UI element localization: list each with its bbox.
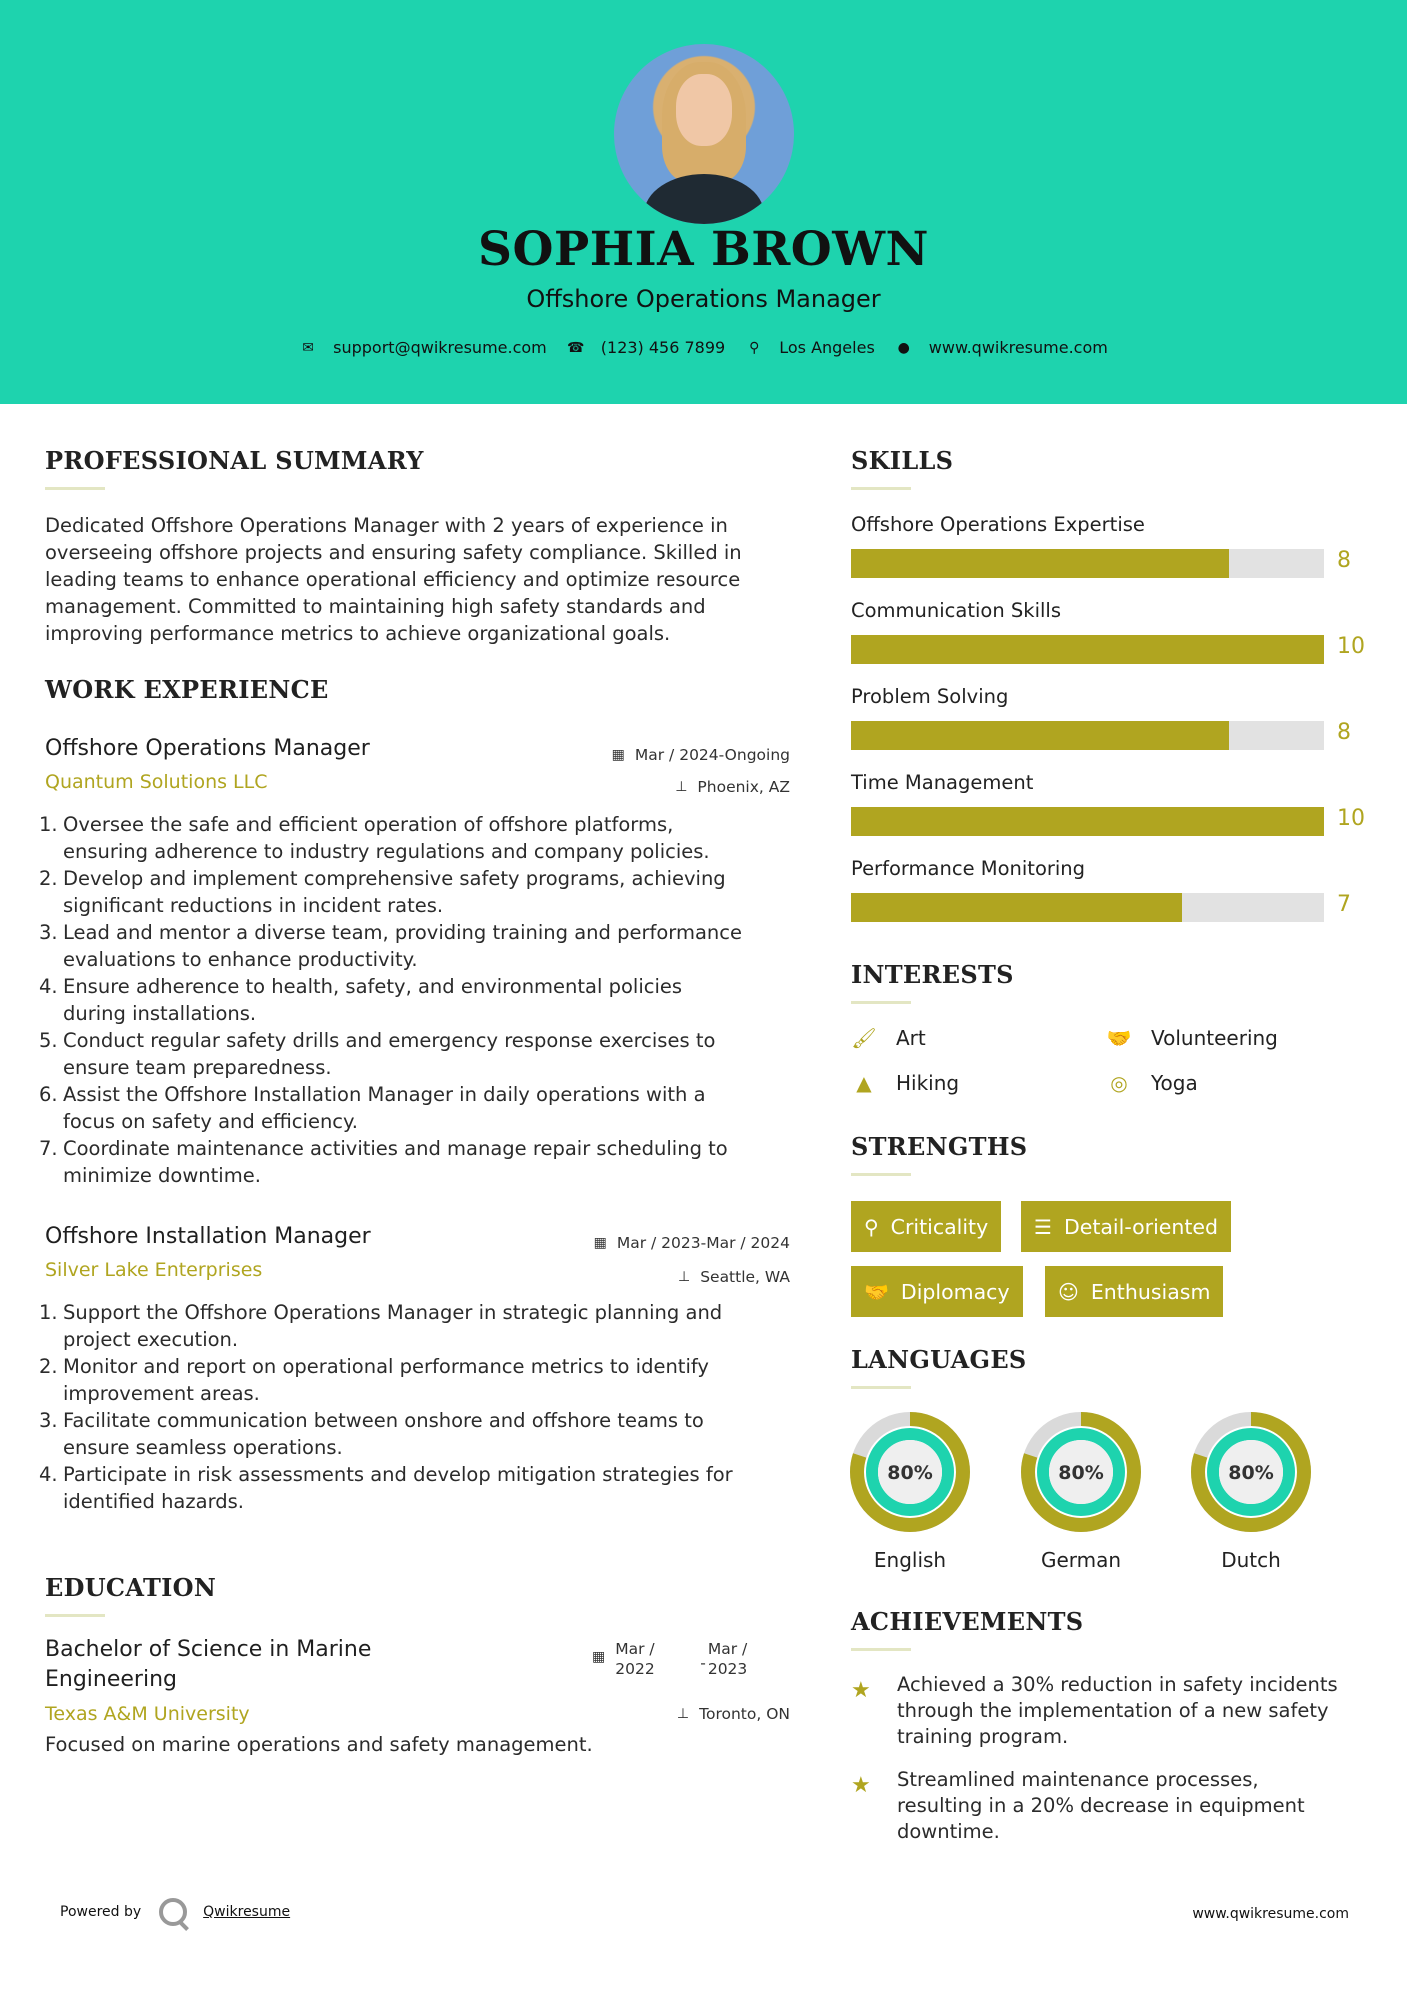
skill-label: Offshore Operations Expertise [851,513,1145,536]
list-icon: ☰ [1034,1214,1052,1239]
website-text: www.qwikresume.com [928,338,1108,357]
job-dates [594,1234,790,1252]
summary-line: improving performance metrics to achieve organizational goals. [45,622,671,645]
pin-icon: ⊥ [675,779,688,795]
skill-label: Time Management [851,771,1034,794]
location-text: Los Angeles [779,338,875,357]
handshake-icon: 🤝 [1106,1026,1132,1050]
education-rule [45,1614,105,1617]
contact-email[interactable] [299,338,547,357]
interest-item: 🖌 Art [851,1026,926,1050]
language-item [1019,1410,1143,1572]
list-item: 5. Conduct regular safety drills and emergency response exercises to ensure team preparedness. [39,1029,716,1079]
job-entry [39,736,790,1206]
pin-icon: ⊥ [677,1269,691,1285]
job-title: Offshore Installation Manager [45,1224,371,1249]
list-item: 2. Monitor and report on operational performance metrics to identify improvement areas. [39,1355,709,1405]
list-item: 4. Participate in risk assessments and develop mitigation strategies for identified hazards. [39,1463,733,1513]
skill-bar-track [851,721,1324,750]
summary-text [45,512,790,647]
list-item: 7. Coordinate maintenance activities and manage repair scheduling to minimize downtime. [39,1137,728,1187]
strength-chip: 🤝 Diplomacy [851,1266,1023,1317]
languages-section [851,1345,1371,1389]
strengths-section [851,1132,1371,1176]
contact-website[interactable] [895,338,1108,357]
phone-text: (123) 456 7899 [600,338,726,357]
strength-chip: ☺ Enthusiasm [1045,1266,1223,1317]
education-section [45,1573,790,1773]
languages-heading: LANGUAGES [851,1345,1027,1374]
job-company: Quantum Solutions LLC [45,771,268,793]
language-ring [1189,1410,1313,1534]
skill-bar-track [851,807,1324,836]
skill-bar-fill [851,893,1182,922]
lifebuoy-icon: ◎ [1110,1071,1128,1095]
language-item [848,1410,972,1572]
achievements-section [851,1607,1371,1651]
contact-location [745,338,875,357]
star-icon: ★ [851,1678,871,1703]
education-start: Mar / 2022 [615,1640,655,1678]
work-heading: WORK EXPERIENCE [45,675,329,704]
education-dates [592,1639,747,1679]
skill-bar-fill [851,807,1324,836]
degree-title: Bachelor of Science in Marine Engineering [45,1637,372,1692]
list-item: 2. Develop and implement comprehensive safety programs, achieving significant reductions in incident rates. [39,867,726,917]
job-dates [612,746,790,764]
list-item: 3. Facilitate communication between onshore and offshore teams to ensure seamless operations. [39,1409,704,1459]
candidate-role: Offshore Operations Manager [526,285,881,313]
skills-rule [851,487,911,490]
job-location-text: Seattle, WA [700,1268,790,1286]
skill-label: Communication Skills [851,599,1061,622]
job-company: Silver Lake Enterprises [45,1259,263,1281]
candidate-name: SOPHIA BROWN [478,222,929,277]
photo-shirt [644,174,764,224]
summary-line: Dedicated Offshore Operations Manager with 2 years of experience in [45,514,728,537]
language-item [1189,1410,1313,1572]
handshake-icon: 🤝 [864,1279,889,1304]
interests-section [851,960,1371,1004]
list-item: 4. Ensure adherence to health, safety, and environmental policies during installations. [39,975,683,1025]
interest-item: 🤝 Volunteering [1106,1026,1278,1050]
language-ring [1019,1410,1143,1534]
education-description: Focused on marine operations and safety management. [45,1733,593,1756]
achievements-rule [851,1648,911,1651]
search-icon: ⚲ [864,1214,879,1239]
skill-label: Problem Solving [851,685,1009,708]
education-location: ⊥ Toronto, ON [676,1705,790,1723]
skill-value: 10 [1337,806,1365,831]
language-percent: 80% [1228,1462,1274,1484]
tree-icon: ▲ [856,1071,872,1095]
interest-item: ◎ Yoga [1106,1071,1198,1095]
language-name: English [873,1548,947,1572]
star-icon: ★ [851,1773,871,1798]
brush-icon: 🖌 [851,1026,877,1050]
interests-rule [851,1001,911,1004]
education-heading: EDUCATION [45,1573,217,1602]
strengths-rule [851,1173,911,1176]
job-task-list [39,811,790,1189]
language-percent: 80% [887,1462,933,1484]
summary-section [45,446,790,647]
calendar-icon: ▦ [611,747,625,763]
job-location-text: Phoenix, AZ [697,778,790,796]
job-location [678,1268,790,1286]
pin-icon: ⊥ [676,1706,690,1722]
achievement-item: ★ Streamlined maintenance processes, resulting in a 20% decrease in equipment downtime. [851,1768,1305,1843]
language-name: German [1040,1548,1122,1572]
list-item: 1. Oversee the safe and efficient operation of offshore platforms, ensuring adherence to industry regulations and company policies. [39,813,710,863]
skill-value: 7 [1337,892,1351,917]
skill-bar-fill [851,549,1229,578]
skill-bar-track [851,893,1324,922]
phone-icon: ☎ [567,339,585,356]
job-location [675,778,790,796]
calendar-icon: ▦ [593,1235,607,1251]
summary-heading: PROFESSIONAL SUMMARY [45,446,424,475]
job-entry [39,1224,790,1534]
job-task-list [39,1299,790,1515]
list-item: 6. Assist the Offshore Installation Manager in daily operations with a focus on safety and efficiency. [39,1083,706,1133]
skills-heading: SKILLS [851,446,954,475]
list-item: 3. Lead and mentor a diverse team, providing training and performance evaluations to enhance productivity. [39,921,743,971]
smile-icon: ☺ [1058,1279,1079,1304]
job-dates-text: Mar / 2024-Ongoing [634,746,790,764]
school-name: Texas A&M University [45,1703,250,1725]
job-dates-text: Mar / 2023-Mar / 2024 [616,1234,790,1252]
globe-icon: ● [897,339,910,356]
envelope-icon: ✉ [302,339,314,356]
languages-rule [851,1386,911,1389]
interests-heading: INTERESTS [851,960,1014,989]
summary-line: overseeing offshore projects and ensuring safety compliance. Skilled in [45,541,742,564]
summary-rule [45,487,105,490]
date-dash: - [700,1654,706,1672]
header-banner [0,0,1407,404]
footer-powered-by [60,1898,290,1926]
skill-label: Performance Monitoring [851,857,1086,880]
profile-photo [614,44,794,224]
contact-phone[interactable] [567,338,725,357]
calendar-icon: ▦ [592,1649,606,1665]
email-text: support@qwikresume.com [333,338,547,357]
skill-value: 8 [1337,548,1351,573]
skill-bar-track [851,635,1324,664]
qwikresume-link[interactable]: Qwikresume [203,1904,291,1920]
summary-line: management. Committed to maintaining high safety standards and [45,595,706,618]
education-end: Mar / 2023 [707,1640,748,1678]
skill-value: 10 [1337,634,1365,659]
language-ring [848,1410,972,1534]
powered-by-text: Powered by [60,1904,142,1920]
language-name: Dutch [1221,1548,1281,1572]
map-pin-icon: ⚲ [749,339,760,356]
list-item: 1. Support the Offshore Operations Manager in strategic planning and project execution. [39,1301,723,1351]
job-title: Offshore Operations Manager [45,736,370,761]
strength-chip: ☰ Detail-oriented [1021,1201,1231,1252]
qwikresume-logo-icon [159,1898,187,1926]
achievement-item: ★ Achieved a 30% reduction in safety incidents through the implementation of a new safety training program. [851,1673,1338,1748]
footer-url[interactable]: www.qwikresume.com [1192,1906,1349,1922]
language-percent: 80% [1058,1462,1104,1484]
summary-line: leading teams to enhance operational efficiency and optimize resource [45,568,741,591]
skill-value: 8 [1337,720,1351,745]
achievements-heading: ACHIEVEMENTS [851,1607,1084,1636]
photo-face [676,74,732,146]
skill-bar-track [851,549,1324,578]
skill-bar-fill [851,635,1324,664]
contact-bar [0,338,1407,357]
strength-chip: ⚲ Criticality [851,1201,1001,1252]
skills-section [851,446,1371,490]
work-heading-block [45,675,790,704]
skill-bar-fill [851,721,1229,750]
interest-item: ▲ Hiking [851,1071,959,1095]
strengths-heading: STRENGTHS [851,1132,1028,1161]
